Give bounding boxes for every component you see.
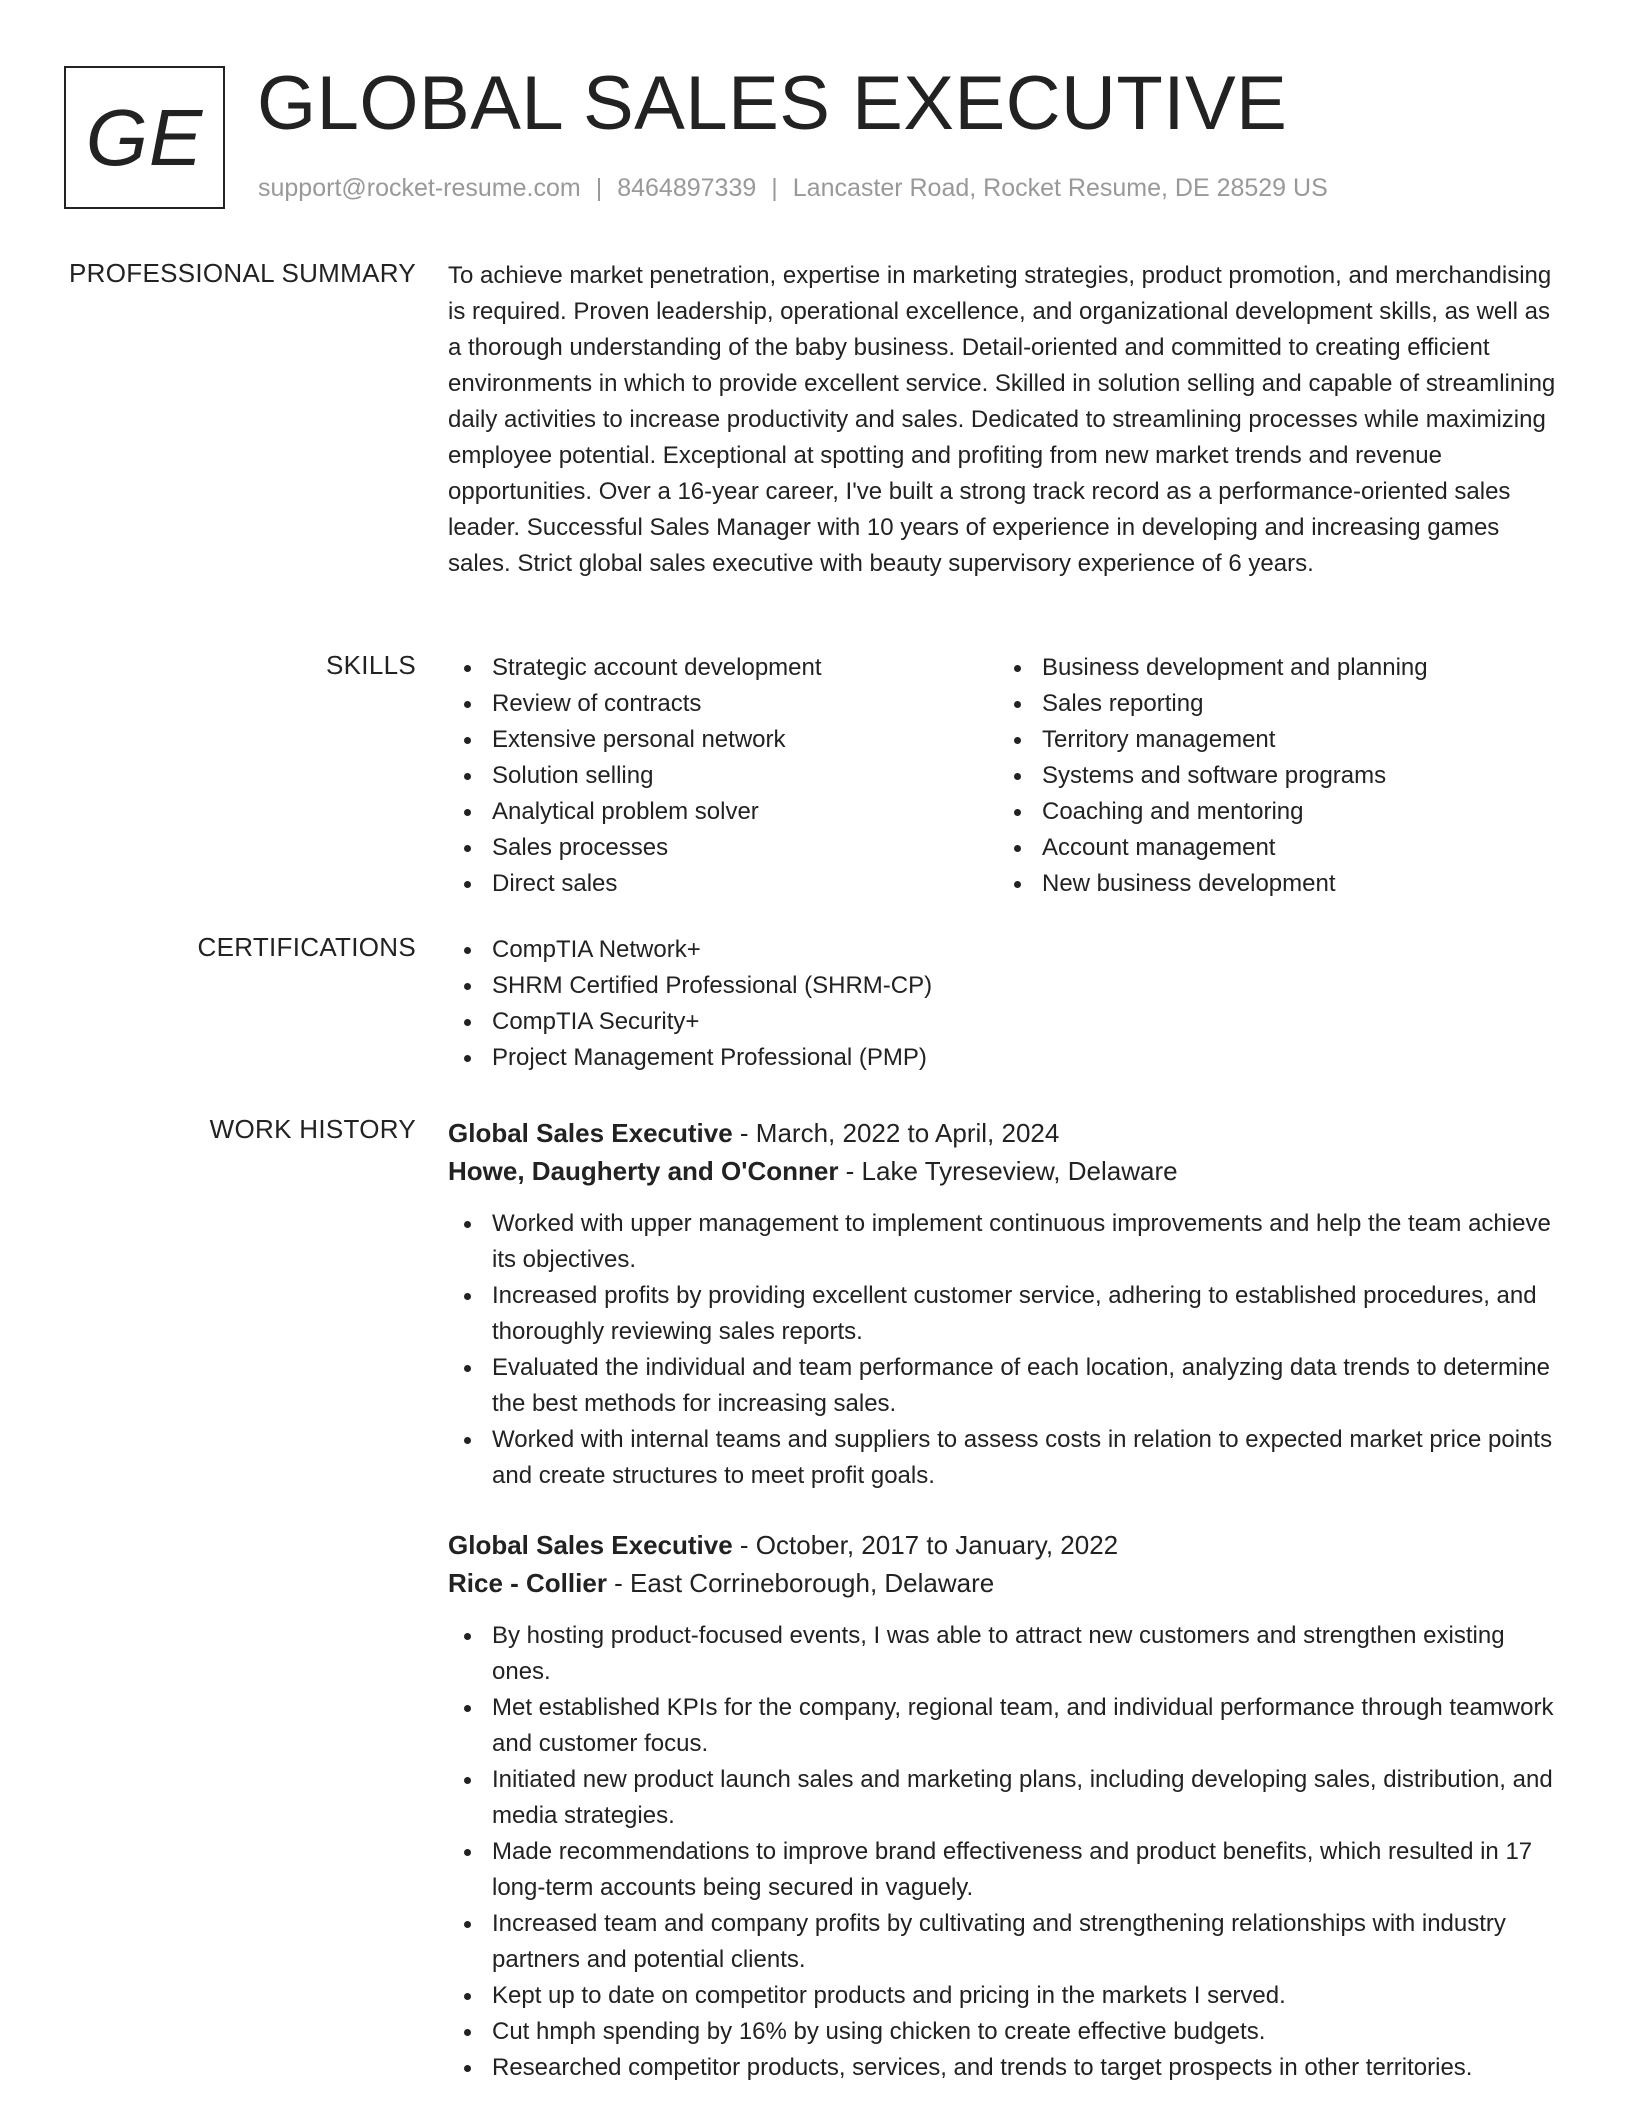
skills-body [448, 650, 1568, 902]
summary-text: To achieve market penetration, expertise in marketing strategies, product promotion, and merchandising is required. Proven leadership, operational excellence, and organizational development skills, as well as a thorough understanding of the baby business. Detail-oriented and committed to creating efficient environments in which to provide excellent service. Skilled in solution selling and capable of streamlining daily activities to increase productivity and sales. Dedicated to streamlining processes while maximizing employee potential. Exceptional at spotting and profiting from new market trends and revenue opportunities. Over a 16-year career, I've built a strong track record as a performance-oriented sales leader. Successful Sales Manager with 10 years of experience in developing and increasing games sales. Strict global sales executive with beauty supervisory experience of 6 years. [448, 262, 1556, 577]
job-bullets [448, 1618, 1568, 2086]
certification-item: CompTIA Security+ [448, 1004, 1568, 1040]
contact-line [258, 174, 1328, 203]
resume-header [64, 61, 1584, 216]
certifications-list [448, 932, 1568, 1076]
skills-list-right [998, 650, 1548, 902]
job-company: Rice - Collier [448, 1568, 607, 1598]
certification-item: Project Management Professional (PMP) [448, 1040, 1568, 1076]
job-bullet: Met established KPIs for the company, regional team, and individual performance through teamwork and customer focus. [448, 1690, 1568, 1762]
certification-item: CompTIA Network+ [448, 932, 1568, 968]
job-location: - Lake Tyreseview, Delaware [838, 1156, 1178, 1186]
job-entry [448, 1114, 1568, 1494]
job-company-line [448, 1564, 1568, 1602]
job-bullet: By hosting product-focused events, I was able to attract new customers and strengthen existing ones. [448, 1618, 1568, 1690]
job-company: Howe, Daugherty and O'Conner [448, 1156, 839, 1186]
job-bullet: Kept up to date on competitor products and pricing in the markets I served. [448, 1978, 1568, 2014]
job-title-line [448, 1114, 1568, 1152]
section-label-summary: PROFESSIONAL SUMMARY [69, 258, 416, 288]
job-bullet: Increased team and company profits by cultivating and strengthening relationships with industry partners and potential clients. [448, 1906, 1568, 1978]
certifications-body [448, 932, 1568, 1076]
job-bullet: Made recommendations to improve brand effectiveness and product benefits, which resulted in 17 long-term accounts being secured in vaguely. [448, 1834, 1568, 1906]
job-location: - East Corrineborough, Delaware [606, 1568, 995, 1598]
job-bullet: Cut hmph spending by 16% by using chicken to create effective budgets. [448, 2014, 1568, 2050]
skill-item: Extensive personal network [448, 722, 998, 758]
job-bullet: Increased profits by providing excellent customer service, adhering to established procedures, and thoroughly reviewing sales reports. [448, 1278, 1568, 1350]
work-history-body [448, 1114, 1568, 2112]
skill-item: Sales processes [448, 830, 998, 866]
job-bullet: Worked with upper management to implement continuous improvements and help the team achieve its objectives. [448, 1206, 1568, 1278]
section-label-skills: SKILLS [326, 650, 416, 680]
job-bullet: Evaluated the individual and team performance of each location, analyzing data trends to determine the best methods for increasing sales. [448, 1350, 1568, 1422]
resume-title: GLOBAL SALES EXECUTIVE [257, 61, 1288, 146]
contact-phone[interactable]: 8464897339 [617, 174, 757, 202]
job-bullet: Initiated new product launch sales and marketing plans, including developing sales, distribution, and media strategies. [448, 1762, 1568, 1834]
job-bullets [448, 1206, 1568, 1494]
skill-item: Solution selling [448, 758, 998, 794]
contact-address: Lancaster Road, Rocket Resume, DE 28529 US [792, 174, 1328, 202]
contact-separator: | [771, 174, 778, 202]
job-title: Global Sales Executive [448, 1118, 733, 1148]
skill-item: New business development [998, 866, 1548, 902]
skill-item: Business development and planning [998, 650, 1548, 686]
skill-item: Sales reporting [998, 686, 1548, 722]
section-label-certifications: CERTIFICATIONS [197, 932, 416, 962]
skill-item: Strategic account development [448, 650, 998, 686]
skills-list-left [448, 650, 998, 902]
job-company-line [448, 1152, 1568, 1190]
contact-separator: | [595, 174, 603, 202]
monogram-badge: GE [64, 66, 225, 209]
skill-item: Systems and software programs [998, 758, 1548, 794]
job-title: Global Sales Executive [448, 1530, 733, 1560]
job-dates: - March, 2022 to April, 2024 [732, 1118, 1060, 1148]
skill-item: Territory management [998, 722, 1548, 758]
skill-item: Direct sales [448, 866, 998, 902]
skill-item: Analytical problem solver [448, 794, 998, 830]
job-entry [448, 1526, 1568, 2086]
skill-item: Account management [998, 830, 1548, 866]
skill-item: Review of contracts [448, 686, 998, 722]
certification-item: SHRM Certified Professional (SHRM-CP) [448, 968, 1568, 1004]
job-bullet: Worked with internal teams and suppliers to assess costs in relation to expected market price points and create structures to meet profit goals. [448, 1422, 1568, 1494]
job-title-line [448, 1526, 1568, 1564]
section-label-work-history: WORK HISTORY [209, 1114, 416, 1144]
job-dates: - October, 2017 to January, 2022 [732, 1530, 1119, 1560]
job-bullet: Researched competitor products, services, and trends to target prospects in other territories. [448, 2050, 1568, 2086]
skill-item: Coaching and mentoring [998, 794, 1548, 830]
contact-email[interactable]: support@rocket-resume.com [258, 174, 581, 202]
